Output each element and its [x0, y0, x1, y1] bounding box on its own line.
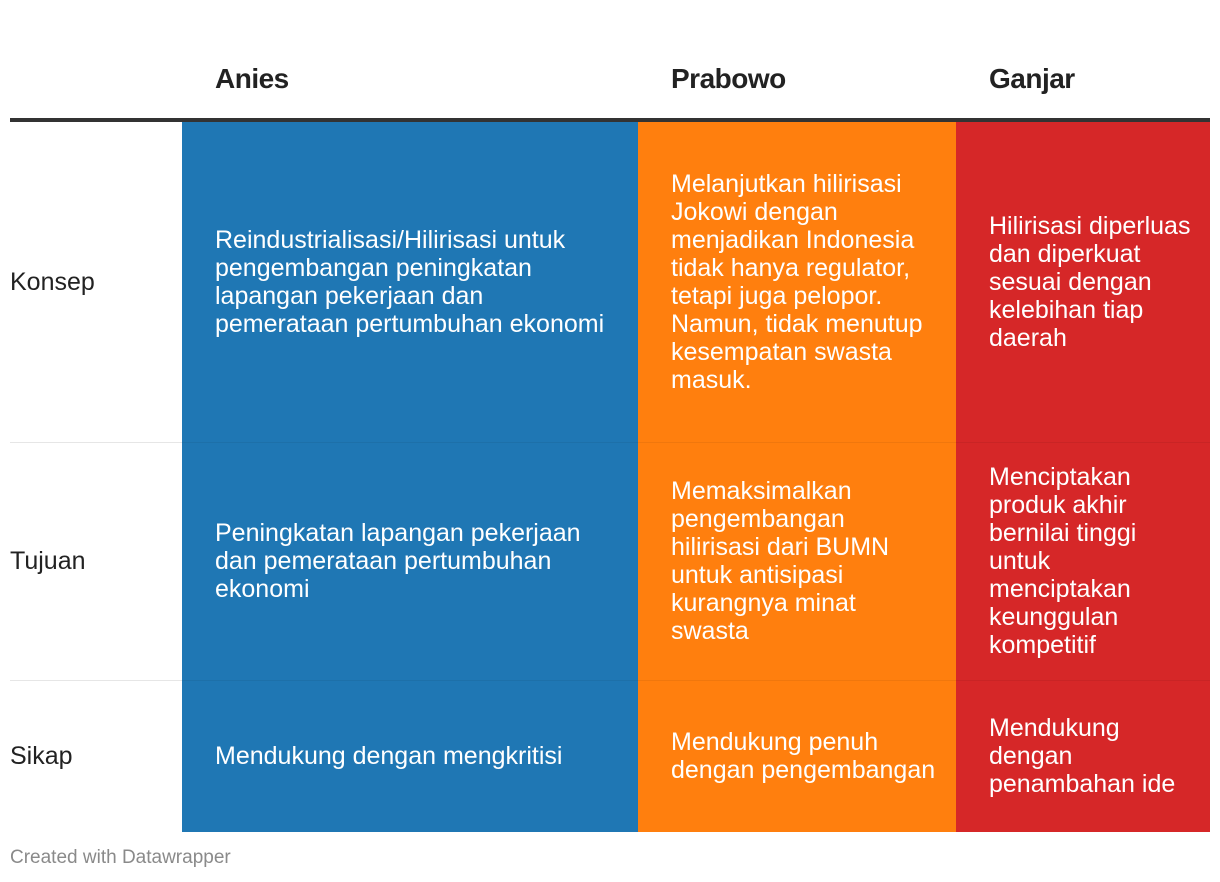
cell-tujuan-prabowo: Memaksimalkan pengembangan hilirisasi dari BUMN untuk antisipasi kurangnya minat swasta: [638, 442, 956, 680]
cell-tujuan-ganjar: Menciptakan produk akhir bernilai tinggi untuk menciptakan keunggulan kompetitif: [956, 442, 1210, 680]
cell-tujuan-anies: Peningkatan lapangan pekerjaan dan pemerataan pertumbuhan ekonomi: [182, 442, 638, 680]
table-row-tujuan: [10, 442, 1210, 680]
cell-sikap-anies: Mendukung dengan mengkritisi: [182, 680, 638, 832]
datawrapper-credit[interactable]: Created with Datawrapper: [10, 847, 231, 868]
comparison-table-container: [10, 0, 1210, 832]
cell-konsep-prabowo: Melanjutkan hilirisasi Jokowi dengan menjadikan Indonesia tidak hanya regulator, tetapi juga pelopor. Namun, tidak menutup kesempatan swasta masuk.: [638, 120, 956, 442]
header-row: [10, 0, 1210, 120]
cell-konsep-anies: Reindustrialisasi/Hilirisasi untuk pengembangan peningkatan lapangan pekerjaan dan pemerataan pertumbuhan ekonomi: [182, 120, 638, 442]
cell-sikap-ganjar: Mendukung dengan penambahan ide: [956, 680, 1210, 832]
cell-sikap-prabowo: Mendukung penuh dengan pengembangan: [638, 680, 956, 832]
row-label-tujuan: Tujuan: [10, 442, 182, 680]
column-header-ganjar: Ganjar: [956, 0, 1210, 120]
row-label-konsep: Konsep: [10, 120, 182, 442]
row-label-sikap: Sikap: [10, 680, 182, 832]
column-header-prabowo: Prabowo: [638, 0, 956, 120]
table-row-sikap: [10, 680, 1210, 832]
cell-konsep-ganjar: Hilirisasi diperluas dan diperkuat sesuai dengan kelebihan tiap daerah: [956, 120, 1210, 442]
comparison-table: [10, 0, 1210, 832]
table-row-konsep: [10, 120, 1210, 442]
column-header-anies: Anies: [182, 0, 638, 120]
header-empty-cell: [10, 0, 182, 120]
